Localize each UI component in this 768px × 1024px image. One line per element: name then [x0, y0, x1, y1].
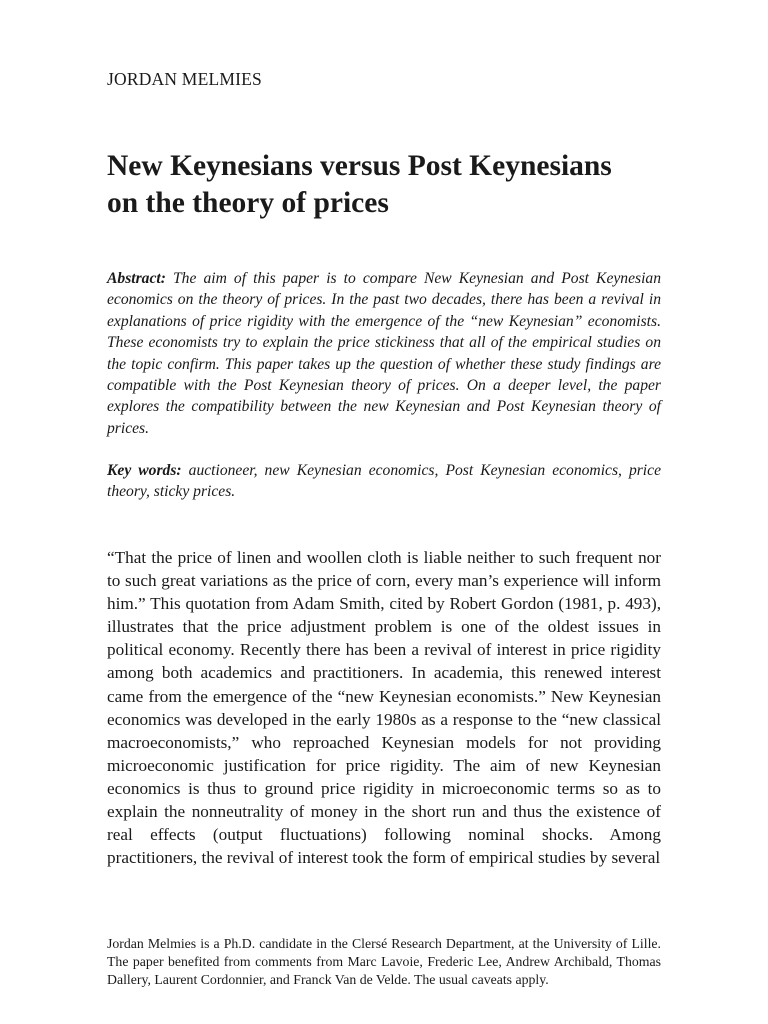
author-name: JORDAN MELMIES [107, 69, 262, 89]
keywords [107, 460, 661, 503]
abstract-label: Abstract: [107, 270, 166, 287]
author-footnote: Jordan Melmies is a Ph.D. candidate in the Clersé Research Department, at the University of Lille. The paper benefited from comments from Marc Lavoie, Frederic Lee, Andrew Archibald, Thomas Dallery, Laurent Cordonnier, and Franck Van de Velde. The usual caveats apply. [107, 936, 661, 987]
keywords-text: auctioneer, new Keynesian economics, Post Keynesian economics, price theory, sticky prices. [107, 462, 661, 501]
keywords-label: Key words: [107, 462, 182, 479]
paper-title [107, 148, 667, 222]
abstract-text: The aim of this paper is to compare New Keynesian and Post Keynesian economics on the theory of prices. In the past two decades, there has been a revival in explanations of price rigidity with the emergence of the “new Keynesian” economists. These economists try to explain the price stickiness that all of the empirical studies on the topic confirm. This paper takes up the question of whether these study findings are compatible with the Post Keynesian theory of prices. On a deeper level, the paper explores the compatibility between the new Keynesian and Post Keynesian theory of prices. [107, 270, 661, 437]
body-paragraph: “That the price of linen and woollen cloth is liable neither to such frequent nor to such great variations as the price of corn, every man’s experience will inform him.” This quotation from Adam Smith, cited by Robert Gordon (1981, p. 493), illustrates that the price adjustment problem is one of the oldest issues in political economy. Recently there has been a revival of interest in price rigidity among both academics and practitioners. In academia, this renewed interest came from the emergence of the “new Keynesian economists.” New Keynesian economics was developed in the early 1980s as a response to the “new classical macroeconomists,” who reproached Keynesian models for not providing microeconomic justification for price rigidity. The aim of new Keynesian economics is thus to ground price rigidity in microeconomic terms so as to explain the nonneutrality of money in the short run and thus the existence of real effects (output fluctuations) following nominal shocks. Among practitioners, the revival of interest took the form of empirical studies by several [107, 548, 661, 868]
title-line-1: New Keynesians versus Post Keynesians [107, 150, 612, 182]
title-line-2: on the theory of prices [107, 187, 389, 219]
abstract [107, 268, 661, 439]
